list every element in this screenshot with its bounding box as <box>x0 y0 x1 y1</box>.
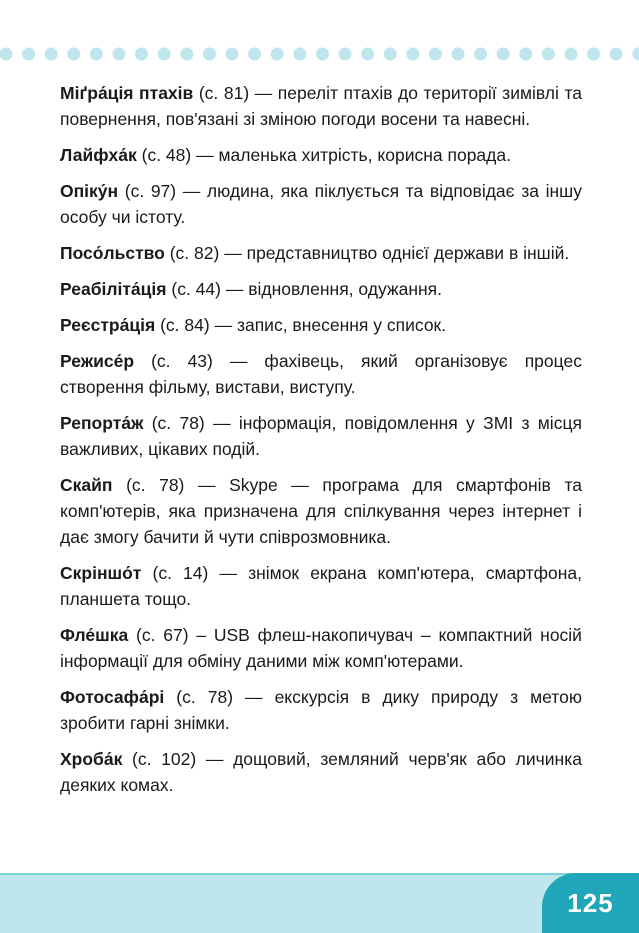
glossary-entry <box>60 472 582 550</box>
dash-separator: — <box>182 181 201 201</box>
glossary-term: Скріншо́т <box>60 563 142 583</box>
decorative-dot <box>406 48 419 61</box>
page-reference: (с. 44) <box>171 279 221 299</box>
page-reference: (с. 78) <box>176 687 234 707</box>
page-reference: (с. 84) <box>160 315 210 335</box>
decorative-dot <box>497 48 510 61</box>
footer-line <box>0 873 639 875</box>
decorative-dot <box>158 48 171 61</box>
decorative-dot <box>429 48 442 61</box>
dash-separator: — <box>197 475 216 495</box>
decorative-dot <box>0 48 13 61</box>
decorative-dot <box>587 48 600 61</box>
glossary-entry <box>60 80 582 132</box>
dash-separator: — <box>224 243 242 263</box>
decorative-dot <box>45 48 58 61</box>
glossary-definition: маленька хитрість, корисна порада. <box>218 145 511 165</box>
glossary-term: Хроба́к <box>60 749 123 769</box>
page-reference: (с. 67) <box>136 625 189 645</box>
glossary-term: Посо́льство <box>60 243 165 263</box>
glossary-list <box>60 80 582 808</box>
dash-separator: — <box>254 83 273 103</box>
glossary-entry <box>60 560 582 612</box>
glossary-term: Режисе́р <box>60 351 135 371</box>
decorative-dot <box>384 48 397 61</box>
glossary-definition: USB флеш-накопичувач – компактний носій інформації для обміну даними між комп'ютерами. <box>60 625 582 671</box>
glossary-definition: інформація, повідомлення у ЗМІ з місця важливих, цікавих подій. <box>60 413 582 459</box>
page-reference: (с. 43) <box>151 351 213 371</box>
glossary-definition: екскурсія в дику природу з метою зробити гарні знімки. <box>60 687 582 733</box>
decorative-dot <box>542 48 555 61</box>
dash-separator: — <box>229 351 248 371</box>
dash-separator: – <box>196 625 207 645</box>
decorative-dot <box>565 48 578 61</box>
decorative-dot <box>361 48 374 61</box>
decorative-dot <box>67 48 80 61</box>
page-reference: (с. 14) <box>152 563 209 583</box>
decorative-dot <box>519 48 532 61</box>
glossary-entry <box>60 312 582 338</box>
dash-separator: — <box>225 279 244 299</box>
glossary-entry <box>60 410 582 462</box>
page-number: 125 <box>567 887 614 918</box>
glossary-definition: переліт птахів до території зимівлі та повернення, пов'язані зі зміною погоди восени та навесні. <box>60 83 582 129</box>
page-reference: (с. 78) <box>151 413 205 433</box>
glossary-entry <box>60 178 582 230</box>
decorative-dot <box>271 48 284 61</box>
glossary-term: Реабіліта́ція <box>60 279 167 299</box>
dash-separator: — <box>245 687 263 707</box>
glossary-entry <box>60 684 582 736</box>
page-number-tab <box>542 873 639 933</box>
decorative-dot <box>203 48 216 61</box>
glossary-definition: знімок екрана комп'ютера, смартфона, планшета тощо. <box>60 563 582 609</box>
glossary-term: Опіку́н <box>60 181 119 201</box>
dash-separator: — <box>219 563 237 583</box>
decorative-dot <box>452 48 465 61</box>
page-reference: (с. 48) <box>141 145 192 165</box>
glossary-term: Міґра́ція птахів <box>60 83 194 103</box>
decorative-dot <box>316 48 329 61</box>
glossary-definition: людина, яка піклується та відповідає за іншу особу чи істоту. <box>60 181 582 227</box>
dash-separator: — <box>214 315 233 335</box>
glossary-entry <box>60 142 582 168</box>
page-reference: (с. 81) <box>198 83 250 103</box>
page-reference: (с. 82) <box>169 243 220 263</box>
decorative-dot <box>90 48 103 61</box>
decorative-dot <box>180 48 193 61</box>
dash-separator: — <box>196 145 214 165</box>
glossary-definition: представництво однієї держави в іншій. <box>246 243 570 263</box>
glossary-term: Фле́шка <box>60 625 129 645</box>
glossary-definition: фахівець, який організовує процес створення фільму, вистави, виступу. <box>60 351 582 397</box>
decorative-dot <box>135 48 148 61</box>
page-reference: (с. 97) <box>124 181 177 201</box>
decorative-dot <box>610 48 623 61</box>
decorative-dot <box>632 48 639 61</box>
glossary-term: Репорта́ж <box>60 413 144 433</box>
glossary-term: Скайп <box>60 475 113 495</box>
glossary-entry <box>60 622 582 674</box>
glossary-entry <box>60 348 582 400</box>
glossary-term: Фотосафа́рі <box>60 687 165 707</box>
decorative-dot <box>339 48 352 61</box>
page-reference: (с. 102) <box>132 749 197 769</box>
glossary-definition: відновлення, одужання. <box>248 279 443 299</box>
dash-separator: — <box>205 749 224 769</box>
decorative-dot <box>22 48 35 61</box>
page-reference: (с. 78) <box>126 475 185 495</box>
glossary-definition: запис, внесення у список. <box>236 315 447 335</box>
decorative-dot <box>474 48 487 61</box>
glossary-entry <box>60 746 582 798</box>
dotted-border-decoration <box>0 44 639 64</box>
glossary-entry <box>60 276 582 302</box>
dash-separator: — <box>213 413 231 433</box>
glossary-term: Лайфха́к <box>60 145 137 165</box>
decorative-dot <box>293 48 306 61</box>
glossary-entry <box>60 240 582 266</box>
glossary-definition: Skype — програма для смартфонів та комп'ютерів, яка призначена для спілкування через інтернет і дає змогу бачити й чути співрозмовника. <box>60 475 582 547</box>
glossary-definition: дощовий, земляний черв'як або личинка деяких комах. <box>60 749 582 795</box>
decorative-dot <box>113 48 126 61</box>
decorative-dot <box>226 48 239 61</box>
decorative-dot <box>248 48 261 61</box>
glossary-term: Реєстра́ція <box>60 315 156 335</box>
